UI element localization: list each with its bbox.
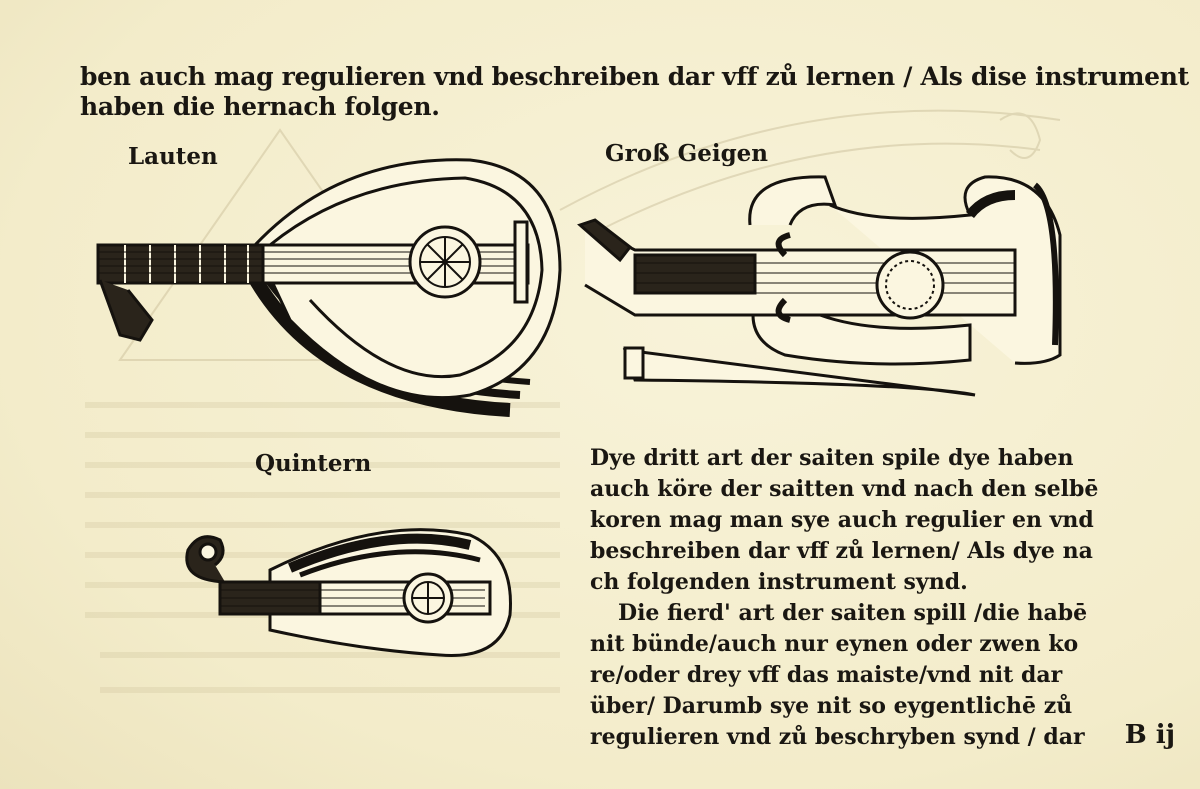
paragraph-fierd-art [590,598,1088,753]
paragraph-dritt-art [590,443,1099,598]
label-gross-geigen: Groß Geigen [605,140,769,167]
para2-line-1: Die fierd' art der saiten spill /die habē [618,600,1088,626]
para1-line-2: auch köre der saitten vnd nach den selbē [590,476,1099,502]
quintern-woodcut [180,520,520,660]
para2-line-3: re/oder drey vff das maiste/vnd nit dar [590,662,1063,688]
para2-line-5: regulieren vnd zů beschryben synd / dar [590,724,1085,750]
para1-line-1: Dye dritt art der saiten spile dye haben [590,445,1074,471]
para1-line-4: beschreiben dar vff zů lernen/ Als dye na [590,538,1093,564]
para1-line-3: koren mag man sye auch regulier en vnd [590,507,1094,533]
label-lauten: Lauten [128,143,218,170]
body-line-2: haben die hernach folgen. [80,92,440,121]
body-line-1: ben auch mag regulieren vnd beschreiben dar vff zů lernen / Als dise instrument [80,62,1189,91]
para2-line-2: nit bünde/auch nur eynen oder zwen ko [590,631,1079,657]
para1-line-5: ch folgenden instrument synd. [590,569,968,595]
signature-mark: B ij [1124,720,1175,750]
lute-woodcut [90,150,570,420]
para2-line-4: über/ Darumb sye nit so eygentlichē zů [590,693,1073,719]
viol-woodcut [575,165,1065,415]
label-quintern: Quintern [255,450,372,477]
